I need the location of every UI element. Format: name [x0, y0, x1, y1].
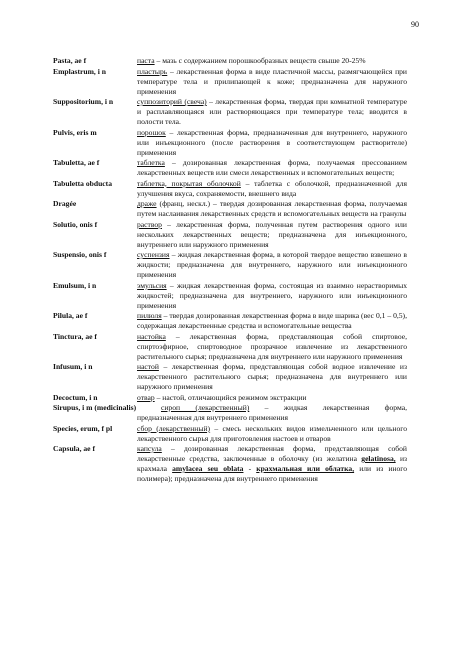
- definition: [137, 332, 407, 362]
- definition-text: – жидкая лекарственная форма,: [249, 403, 408, 412]
- latin-gelatinosa: gelatinosa,: [361, 454, 396, 463]
- definition: [137, 311, 407, 331]
- glossary-entry: [53, 128, 407, 158]
- glossary-entry: [53, 424, 407, 444]
- russian-term: отвар: [137, 392, 155, 402]
- glossary-entry: [53, 250, 407, 280]
- latin-term: Species, erum, f pl: [53, 423, 113, 433]
- definition: [137, 179, 407, 199]
- russian-term: пластырь: [137, 66, 168, 76]
- latin-term: Suppositorium, i n: [53, 97, 114, 106]
- definition: [137, 250, 407, 280]
- russian-term: пилюля: [137, 311, 162, 320]
- glossary-entry: [53, 56, 407, 66]
- glossary-entry: [53, 393, 407, 403]
- definition-text: – смесь нескольких видов измельченного или цельного лекарственного сырья для приготовления настоев и отваров: [137, 423, 407, 443]
- definition-text: -: [243, 464, 257, 473]
- russian-term: капсула: [137, 444, 162, 453]
- definition-text: – жидкая лекарственная форма, состоящая из взаимно нерастворимых жидкостей; предназначена для внутреннего, наружного или инъекционного применения: [137, 280, 407, 310]
- latin-term: Pasta, ae f: [53, 56, 87, 65]
- definition: [137, 67, 407, 97]
- definition: [161, 403, 407, 413]
- definition: [137, 424, 407, 444]
- definition: [137, 220, 407, 250]
- latin-amylacea-seu-oblata: amylacea seu oblata: [172, 464, 244, 473]
- russian-term: суппозиторий (свеча): [137, 97, 207, 106]
- russian-term: таблетка, покрытая оболочкой: [137, 178, 241, 188]
- definition-text: – лекарственная форма, представляющая собой водное извлечение из лекарственного растительного сырья; предназначена для внутреннего или наружного применения: [137, 362, 407, 391]
- latin-term: Solutio, onis f: [53, 219, 98, 229]
- glossary-entry: [53, 362, 407, 392]
- russian-term: порошок: [137, 127, 166, 137]
- definition: [137, 199, 407, 219]
- glossary-entry: [53, 67, 407, 97]
- definition-text: из крахмала: [137, 454, 408, 473]
- russian-term: сбор (лекарственный): [137, 423, 211, 433]
- definition: [137, 158, 407, 178]
- definition-text: – жидкая лекарственная форма, в которой твердое вещество взвешено в жидкости; предназначена для внутреннего, наружного или инъекционного применения: [137, 250, 407, 279]
- definition-text: – настой, отличающийся режимом экстракции: [154, 392, 307, 402]
- russian-krakhmalnaya-oblatka: крахмальная или облатка,: [256, 464, 355, 473]
- glossary-entry-capsula: [53, 444, 407, 484]
- definition-text: – лекарственная форма, твердая при комнатной температуре и расплавляющаяся или растворяющаяся при температуре тела; вводится в полости тела.: [137, 97, 407, 126]
- glossary-entry: [53, 311, 407, 331]
- definition-text: – твердая дозированная лекарственная форма в виде шарика (вес 0,1 – 0,5), содержащая лекарственные средства и вспомогательные вещества: [137, 311, 407, 330]
- latin-term: Dragée: [53, 199, 77, 208]
- latin-term: Sirupus, i m (medicinalis): [53, 403, 137, 412]
- russian-term: раствор: [137, 219, 162, 229]
- russian-term: эмульсия: [137, 280, 167, 290]
- russian-term: паста: [137, 56, 155, 65]
- latin-term: Emplastrum, i n: [53, 66, 106, 76]
- latin-term: Emulsum, i n: [53, 280, 97, 290]
- definition-text: – лекарственная форма, полученная путем растворения одного или нескольких лекарственных веществ; предназначена для инъекционного, внутреннего или наружного применения: [137, 219, 407, 249]
- definition: [137, 393, 407, 403]
- definition-text: (франц, нескл.) – твердая дозированная лекарственная форма, получаемая путем наслаивания лекарственных средств и вспомогательных веществ на гранулы: [137, 199, 407, 218]
- latin-term: Tabuletta obducta: [53, 178, 113, 188]
- definition-text: – мазь с содержанием порошкообразных веществ свыше 20-25%: [154, 56, 366, 65]
- definition: [137, 444, 407, 484]
- glossary-entry: [53, 158, 407, 178]
- glossary-entry: [53, 220, 407, 250]
- definition-text: – таблетка с оболочкой, предназначенной для улучшения вкуса, сохраняемости, внешнего вида: [137, 178, 408, 198]
- russian-term: таблетка: [137, 158, 165, 167]
- definition-text: – лекарственная форма, предназначенная для внутреннего, наружного или инъекционного (после растворения в соответствующем растворителе) применения: [137, 127, 407, 157]
- definition: [137, 362, 407, 392]
- latin-term: Capsula, ae f: [53, 444, 95, 453]
- glossary-entry: [53, 332, 407, 362]
- glossary-entry: [53, 179, 407, 199]
- definition-text: или из иного полимера); предназначена для внутреннего применения: [137, 464, 408, 483]
- latin-term: Decoctum, i n: [53, 392, 98, 402]
- glossary-entry: [53, 281, 407, 311]
- latin-term: Pulvis, eris m: [53, 127, 97, 137]
- glossary-list: [53, 56, 407, 485]
- russian-term: настойка: [137, 331, 166, 341]
- latin-term: Tinctura, ae f: [53, 331, 97, 341]
- definition: [137, 56, 407, 66]
- page-number: 90: [411, 20, 419, 29]
- latin-term: Tabuletta, ae f: [53, 158, 100, 167]
- definition-text: – лекарственная форма в виде пластичной массы, размягчающейся при температуре тела и прилипающей к коже; предназначена для наружного применения: [137, 66, 407, 96]
- latin-term: Pilula, ae f: [53, 311, 88, 320]
- definition-text: – лекарственная форма, представляющая собой спиртовое, спиртоэфирное, спиртоводное прозрачное извлечение из лекарственного растительного сырья; предназначена для внутреннего или наружного применения: [137, 331, 407, 361]
- definition: [137, 97, 407, 127]
- definition: [137, 281, 407, 311]
- definition-text: – дозированная лекарственная форма, получаемая прессованием лекарственных веществ или смеси лекарственных и вспомогательных веществ;: [137, 158, 407, 177]
- russian-term: сироп (лекарственный): [161, 403, 250, 412]
- glossary-entry: [53, 97, 407, 127]
- latin-term: Infusum, i n: [53, 362, 93, 371]
- definition-text: – дозированная лекарственная форма, представляющая собой лекарственные средства, заключенные в оболочку (из желатина: [137, 444, 407, 463]
- russian-term: драже: [137, 199, 157, 208]
- glossary-entry: [53, 199, 407, 219]
- russian-term: суспензия: [137, 250, 170, 259]
- definition-continued: предназначенная для внутреннего применения: [137, 413, 288, 422]
- latin-term: Suspensio, onis f: [53, 250, 107, 259]
- glossary-entry-sirupus: [53, 403, 407, 423]
- definition: [137, 128, 407, 158]
- russian-term: настой: [137, 362, 159, 371]
